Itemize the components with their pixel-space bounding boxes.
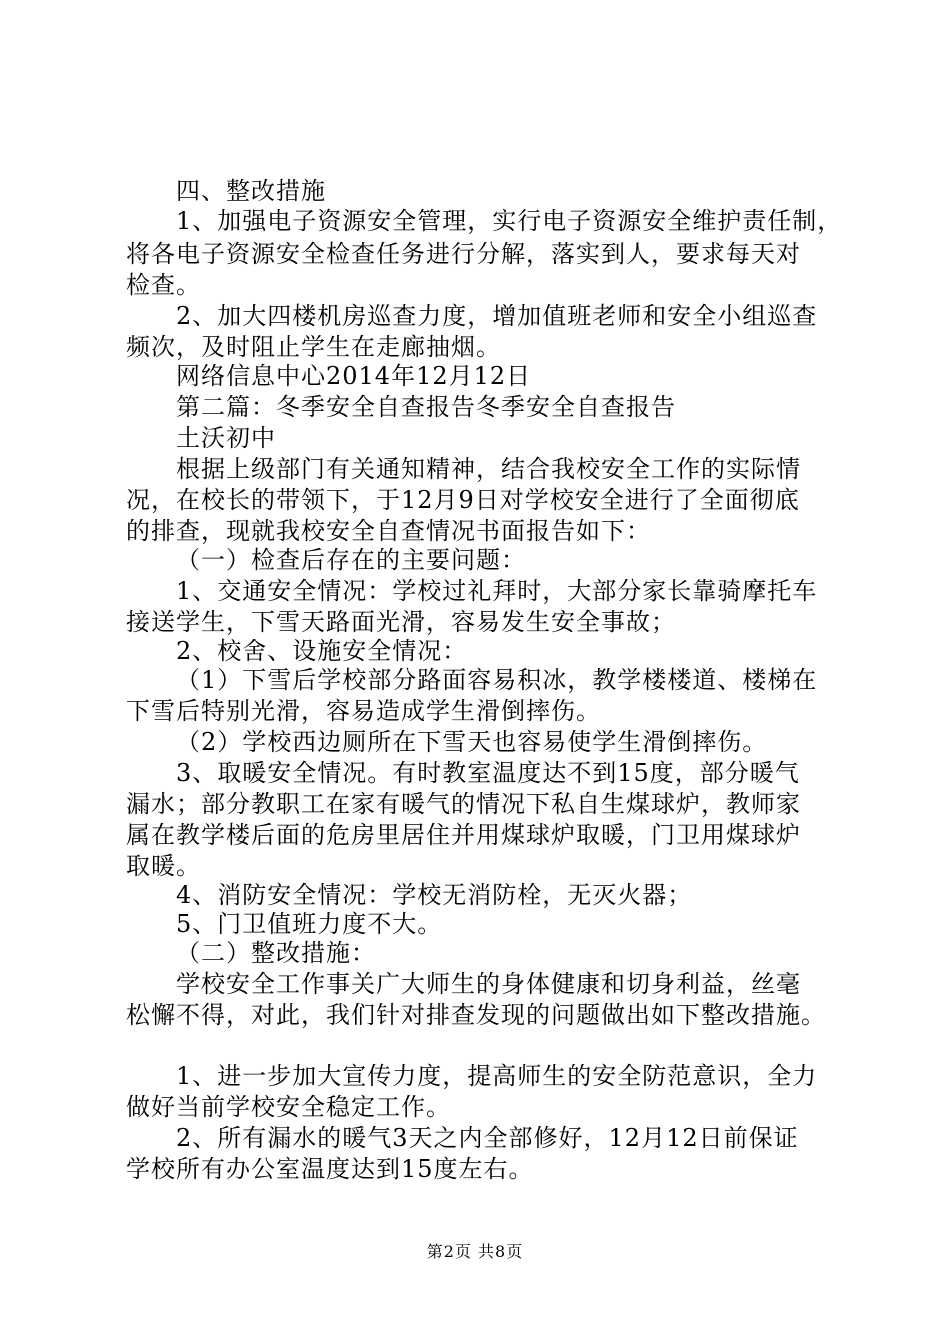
paragraph-line: 取暖。 xyxy=(126,852,201,880)
paragraph-line: 属在教学楼后面的危房里居住并用煤球炉取暖，门卫用煤球炉 xyxy=(126,821,801,849)
paragraph-line: 检查。 xyxy=(126,271,201,299)
paragraph-line: 漏水；部分教职工在家有暖气的情况下私自生煤球炉，教师家 xyxy=(126,790,801,818)
school-name: 土沃初中 xyxy=(176,424,276,452)
section-heading: 四、整改措施 xyxy=(176,177,326,205)
paragraph-line: 2、校舍、设施安全情况： xyxy=(176,637,468,665)
paragraph-line: 下雪后特别光滑，容易造成学生滑倒摔伤。 xyxy=(126,697,601,725)
chapter-title: 第二篇：冬季安全自查报告冬季安全自查报告 xyxy=(176,393,676,421)
paragraph-line: 2、所有漏水的暖气3天之内全部修好，12月12日前保证 xyxy=(176,1124,799,1152)
paragraph-line: 3、取暖安全情况。有时教室温度达不到15度，部分暖气 xyxy=(176,759,800,787)
signature-date-line: 网络信息中心2014年12月12日 xyxy=(176,362,532,390)
paragraph-line: 2、加大四楼机房巡查力度，增加值班老师和安全小组巡查 xyxy=(176,302,818,330)
paragraph-line: 4、消防安全情况：学校无消防栓，无灭火器； xyxy=(176,881,693,909)
subsection-heading: （二）整改措施： xyxy=(176,939,376,967)
paragraph-line: 学校安全工作事关广大师生的身体健康和切身利益，丝毫 xyxy=(176,970,801,998)
paragraph-line: 1、交通安全情况：学校过礼拜时，大部分家长靠骑摩托车 xyxy=(176,577,818,605)
paragraph-line: 松懈不得，对此，我们针对排查发现的问题做出如下整改措施。 xyxy=(126,1001,826,1029)
paragraph-line: （2）学校西边厕所在下雪天也容易使学生滑倒摔伤。 xyxy=(176,728,768,756)
paragraph-line: 接送学生，下雪天路面光滑，容易发生安全事故； xyxy=(126,608,676,636)
paragraph-line: 做好当前学校安全稳定工作。 xyxy=(126,1093,451,1121)
paragraph-line: 将各电子资源安全检查任务进行分解，落实到人，要求每天对 xyxy=(126,240,801,268)
paragraph-line: 学校所有办公室温度达到15度左右。 xyxy=(126,1155,534,1183)
paragraph-line: 的排查，现就我校安全自查情况书面报告如下： xyxy=(126,517,651,545)
paragraph-line: （1）下雪后学校部分路面容易积冰，教学楼楼道、楼梯在 xyxy=(176,666,818,694)
paragraph-line: 根据上级部门有关通知精神，结合我校安全工作的实际情 xyxy=(176,455,801,483)
subsection-heading: （一）检查后存在的主要问题： xyxy=(176,546,526,574)
paragraph-line: 5、门卫值班力度不大。 xyxy=(176,910,443,938)
paragraph-line: 况，在校长的带领下，于12月9日对学校安全进行了全面彻底 xyxy=(126,486,800,514)
page-footer: 第2页 共8页 xyxy=(426,1242,524,1261)
paragraph-line: 1、进一步加大宣传力度，提高师生的安全防范意识，全力 xyxy=(176,1062,818,1090)
paragraph-line: 频次，及时阻止学生在走廊抽烟。 xyxy=(126,333,501,361)
paragraph-line: 1、加强电子资源安全管理，实行电子资源安全维护责任制， xyxy=(176,207,843,235)
